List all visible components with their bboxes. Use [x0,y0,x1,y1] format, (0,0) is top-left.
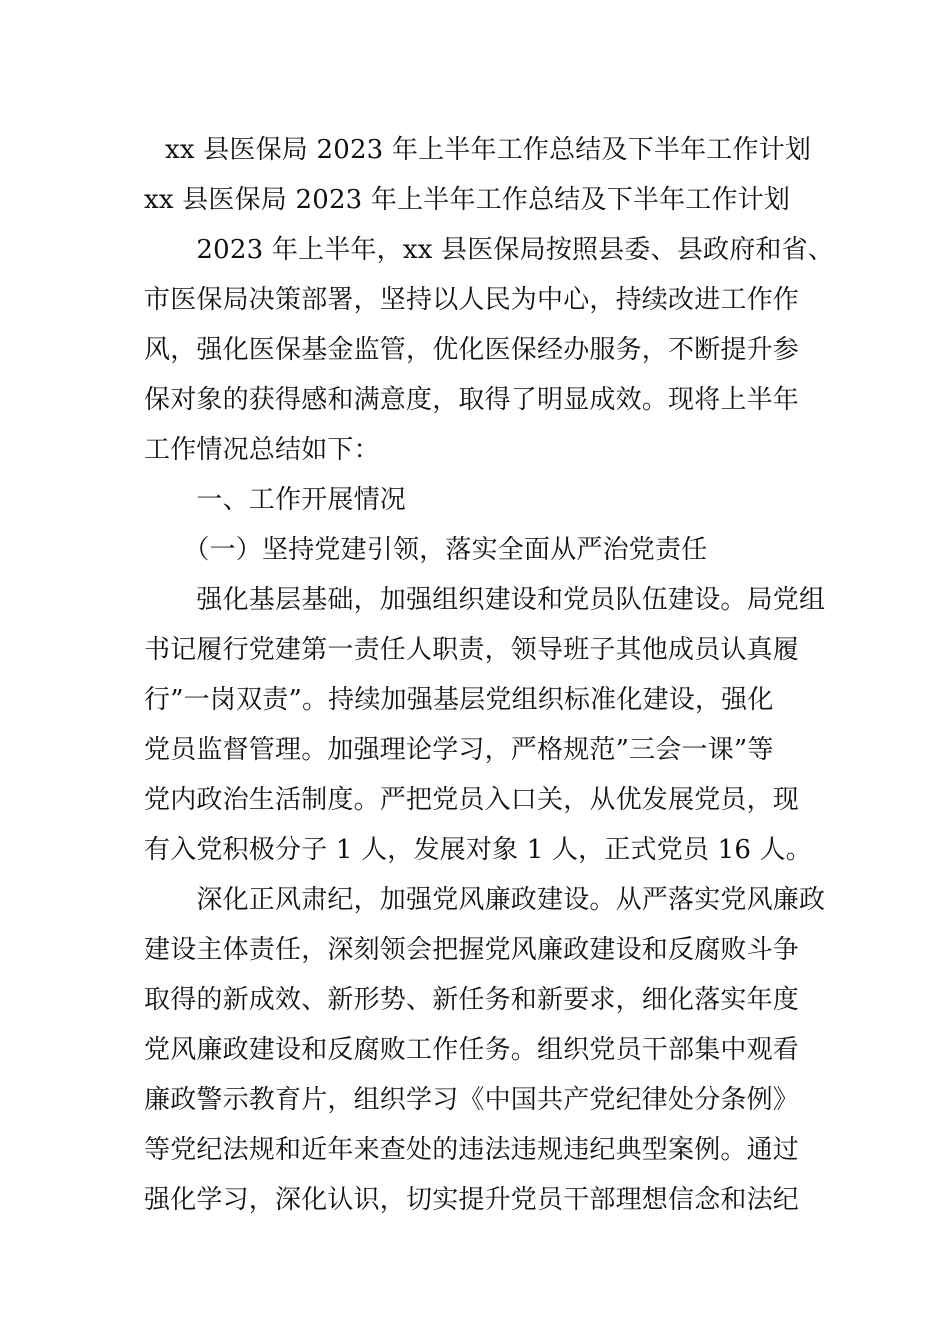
body-line: 深化正风肃纪，加强党风廉政建设。从严落实党风廉政 [144,885,826,915]
body-line: 行”一岗双责”。持续加强基层党组织标准化建设，强化 [144,685,774,715]
body-line: 取得的新成效、新形势、新任务和新要求，细化落实年度 [144,985,800,1015]
body-line: 廉政警示教育片，组织学习《中国共产党纪律处分条例》 [144,1085,800,1115]
body-line: 有入党积极分子 1 人，发展对象 1 人，正式党员 16 人。 [144,835,812,865]
body-line: 等党纪法规和近年来查处的违法违规违纪典型案例。通过 [144,1135,800,1165]
body-line: 市医保局决策部署，坚持以人民为中心，持续改进工作作 [144,285,800,315]
body-line: 强化基层基础，加强组织建设和党员队伍建设。局党组 [144,585,826,615]
body-line: 工作情况总结如下： [144,435,380,465]
body-line: 保对象的获得感和满意度，取得了明显成效。现将上半年 [144,385,800,415]
section-heading: 一、工作开展情况 [144,485,407,515]
body-line: 书记履行党建第一责任人职责，领导班子其他成员认真履 [144,635,800,665]
body-line: 党风廉政建设和反腐败工作任务。组织党员干部集中观看 [144,1035,800,1065]
document-title-line-2: xx 县医保局 2023 年上半年工作总结及下半年工作计划 [144,185,791,215]
document-title-line-1: xx 县医保局 2023 年上半年工作总结及下半年工作计划 [165,135,812,165]
subsection-heading: （一）坚持党建引领，落实全面从严治党责任 [144,535,708,565]
body-line: 党员监督管理。加强理论学习，严格规范”三会一课”等 [144,735,774,765]
body-line: 2023 年上半年，xx 县医保局按照县委、县政府和省、 [144,235,835,265]
body-line: 强化学习，深化认识，切实提升党员干部理想信念和法纪 [144,1185,800,1215]
body-line: 建设主体责任，深刻领会把握党风廉政建设和反腐败斗争 [144,935,800,965]
body-line: 党内政治生活制度。严把党员入口关，从优发展党员，现 [144,785,800,815]
body-line: 风，强化医保基金监管，优化医保经办服务，不断提升参 [144,335,800,365]
